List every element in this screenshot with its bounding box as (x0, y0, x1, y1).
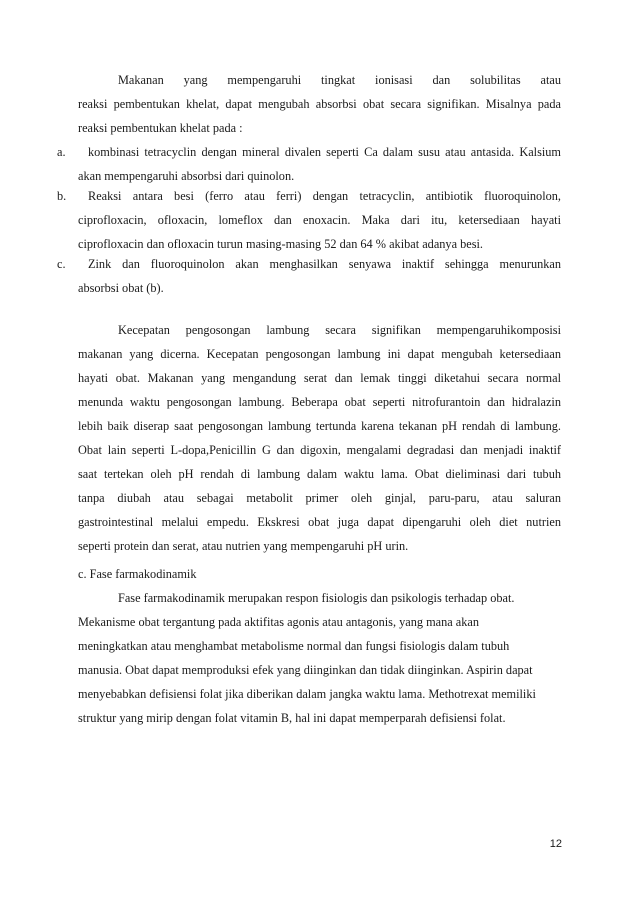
text-line: Makanan yang mempengaruhi tingkat ionisasi dan solubilitas atau (118, 73, 561, 87)
text-line: Reaksi antara besi (ferro atau ferri) dengan tetracyclin, antibiotik fluoroquinolon, (88, 189, 561, 203)
text-line: makanan yang dicerna. Kecepatan pengosongan lambung ini dapat mengubah ketersediaan (78, 347, 561, 361)
section-heading-farmakodinamik (78, 562, 561, 586)
paragraph-gastric-emptying (78, 318, 561, 558)
text-line: lebih baik diserap saat pengosongan lambung tertunda karena tekanan pH rendah di lambung. (78, 419, 561, 433)
text-line: seperti protein dan serat, atau nutrien yang mempengaruhi pH urin. (78, 539, 409, 553)
text-line: Mekanisme obat tergantung pada aktifitas agonis atau antagonis, yang mana akan (78, 615, 480, 629)
text-line: Zink dan fluoroquinolon akan menghasilkan senyawa inaktif sehingga menurunkan (88, 257, 561, 271)
text-line: Obat lain seperti L-dopa,Penicillin G dan digoxin, mengalami degradasi dan menjadi inaktif (78, 443, 561, 457)
text-line: saat tertekan oleh pH rendah di lambung dalam waktu lama. Obat dieliminasi dari tubuh (78, 467, 561, 481)
text-line: absorbsi obat (b). (78, 281, 164, 295)
text-line: manusia. Obat dapat memproduksi efek yang diinginkan dan tidak diinginkan. Aspirin dapat (78, 663, 533, 677)
text-line: akan mempengaruhi absorbsi dari quinolon. (78, 169, 295, 183)
text-line: reaksi pembentukan khelat, dapat mengubah absorbsi obat secara signifikan. Misalnya pada (78, 97, 561, 111)
text-line: Kecepatan pengosongan lambung secara signifikan mempengaruhikomposisi (118, 323, 561, 337)
text-line: gastrointestinal melalui empedu. Ekskresi obat juga dapat dipengaruhi oleh diet nutrien (78, 515, 561, 529)
text-line: reaksi pembentukan khelat pada : (78, 121, 243, 135)
text-line: Fase farmakodinamik merupakan respon fisiologis dan psikologis terhadap obat. (118, 591, 515, 605)
paragraph-food-ionization (78, 68, 561, 140)
text-line: menunda waktu pengosongan lambung. Beberapa obat seperti nitrofurantoin dan hidralazin (78, 395, 561, 409)
list-item-b (78, 184, 561, 256)
text-line: meningkatkan atau menghambat metabolisme normal dan fungsi fisiologis dalam tubuh (78, 639, 510, 653)
text-line: menyebabkan defisiensi folat jika diberikan dalam jangka waktu lama. Methotrexat memiliki (78, 687, 536, 701)
paragraph-pharmacodynamics (78, 586, 561, 730)
page-number: 12 (549, 838, 562, 850)
list-item-a (78, 140, 561, 188)
text-line: hayati obat. Makanan yang mengandung serat dan lemak tinggi diketahui secara normal (78, 371, 561, 385)
list-marker-b: b. (57, 189, 67, 203)
text-line: ciprofloxacin dan ofloxacin turun masing-masing 52 dan 64 % akibat adanya besi. (78, 237, 483, 251)
list-marker-a: a. (57, 145, 66, 159)
text-line: kombinasi tetracyclin dengan mineral divalen seperti Ca dalam susu atau antasida. Kalsium (88, 145, 561, 159)
text-line: tanpa diubah atau sebagai metabolit primer oleh ginjal, paru-paru, atau saluran (78, 491, 561, 505)
list-item-c (78, 252, 561, 300)
section-heading: c. Fase farmakodinamik (78, 567, 197, 581)
list-marker-c: c. (57, 257, 66, 271)
text-line: struktur yang mirip dengan folat vitamin B, hal ini dapat memperparah defisiensi folat. (78, 711, 506, 725)
text-line: ciprofloxacin, ofloxacin, lomeflox dan enoxacin. Maka dari itu, ketersediaan hayati (78, 213, 561, 227)
